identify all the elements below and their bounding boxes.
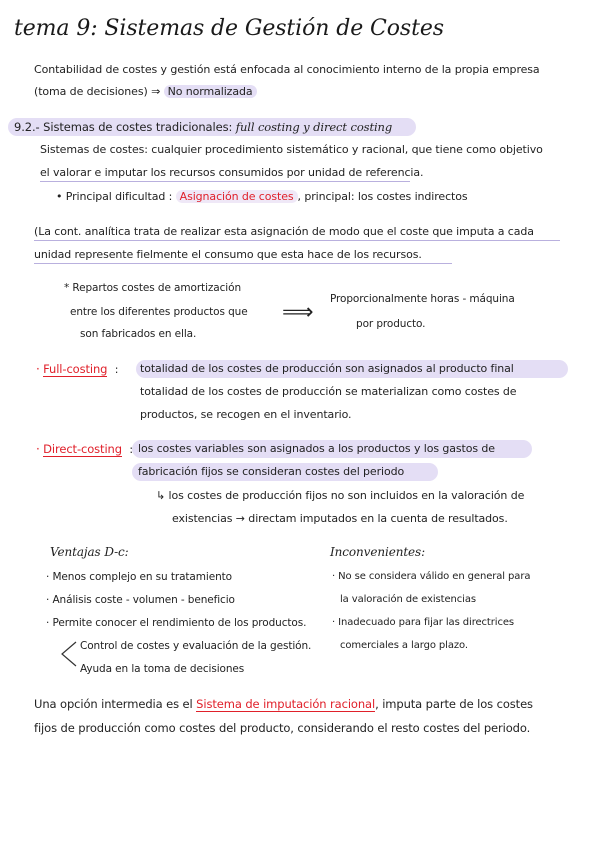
allocation-left-2: entre los diferentes productos que bbox=[70, 306, 248, 318]
full-costing-line-2: totalidad de los costes de producción se materializan como costes de bbox=[140, 385, 517, 398]
advantages-title: Ventajas D-c: bbox=[50, 545, 129, 559]
direct-costing-line-1: los costes variables son asignados a los productos y los gastos de bbox=[138, 442, 495, 455]
intro-line-1: Contabilidad de costes y gestión está enfocada al conocimiento interno de la propia empresa bbox=[34, 63, 540, 76]
full-costing-label: Full-costing bbox=[43, 362, 108, 376]
full-costing-line-3: productos, se recogen en el inventario. bbox=[140, 408, 352, 421]
advantage-item: · Menos complejo en su tratamiento bbox=[46, 571, 232, 583]
advantage-sub-item: Control de costes y evaluación de la gestión. bbox=[80, 640, 312, 652]
main-difficulty bbox=[56, 190, 468, 203]
disadvantages-title: Inconvenientes: bbox=[330, 545, 426, 559]
direct-costing-line-4: existencias → directam imputados en la cuenta de resultados. bbox=[172, 512, 508, 525]
section-heading-prefix: 9.2.- Sistemas de costes tradicionales: bbox=[14, 120, 233, 134]
direct-costing-label: Direct-costing bbox=[43, 442, 122, 456]
full-costing-colon: : bbox=[114, 363, 119, 376]
advantage-sub-item: Ayuda en la toma de decisiones bbox=[80, 663, 245, 675]
conclusion-prefix: Una opción intermedia es el bbox=[34, 697, 193, 711]
conclusion-suffix: , imputa parte de los costes bbox=[375, 697, 533, 711]
allocation-right-2: por producto. bbox=[356, 318, 426, 330]
allocation-right-1: Proporcionalmente horas - máquina bbox=[330, 293, 515, 305]
advantage-item: · Permite conocer el rendimiento de los productos. bbox=[46, 617, 307, 629]
conclusion-line-2: fijos de producción como costes del producto, considerando el resto costes del periodo. bbox=[34, 721, 531, 735]
definition-line-2: el valorar e imputar los recursos consumidos por unidad de referencia. bbox=[40, 166, 424, 179]
advantage-item: · Análisis coste - volumen - beneficio bbox=[46, 594, 235, 606]
section-heading bbox=[14, 120, 392, 134]
direct-costing-colon: : bbox=[129, 443, 133, 456]
branch-bracket-icon bbox=[58, 638, 80, 670]
main-difficulty-prefix: • Principal dificultad : bbox=[56, 190, 173, 203]
section-heading-methods: full costing y direct costing bbox=[235, 120, 393, 134]
page-title: tema 9: Sistemas de Gestión de Costes bbox=[14, 16, 444, 41]
analytic-underline-2 bbox=[34, 263, 452, 264]
direct-costing-line-3: ↳ los costes de producción fijos no son incluidos en la valoración de bbox=[156, 489, 525, 502]
allocation-left-3: son fabricados en ella. bbox=[80, 328, 197, 340]
full-costing-term: · Full-costing : bbox=[36, 362, 119, 376]
rational-imputation-term: Sistema de imputación racional bbox=[196, 697, 376, 711]
analytic-underline-1 bbox=[34, 240, 560, 241]
full-costing-line-1: totalidad de los costes de producción son asignados al producto final bbox=[140, 362, 514, 375]
analytic-line-2: unidad represente fielmente el consumo que esta hace de los recursos. bbox=[34, 248, 422, 261]
direct-costing-line-2: fabricación fijos se consideran costes del periodo bbox=[138, 465, 405, 478]
not-normalized-highlight: No normalizada bbox=[164, 85, 257, 98]
implies-arrow-icon: ⟹ bbox=[282, 300, 314, 325]
allocation-left-1: * Repartos costes de amortización bbox=[64, 282, 242, 294]
direct-costing-term: · Direct-costing : bbox=[36, 442, 133, 456]
intro-line-2 bbox=[34, 85, 257, 98]
analytic-line-1: (La cont. analítica trata de realizar esta asignación de modo que el coste que imputa a cada bbox=[34, 225, 534, 238]
disadvantage-item: · Inadecuado para fijar las directrices bbox=[332, 617, 515, 628]
disadvantage-item: la valoración de existencias bbox=[340, 594, 476, 605]
definition-underline bbox=[40, 181, 410, 182]
conclusion-line-1 bbox=[34, 697, 533, 711]
intro-line-2-prefix: (toma de decisiones) ⇒ bbox=[34, 85, 161, 98]
main-difficulty-suffix: , principal: los costes indirectos bbox=[297, 190, 468, 203]
definition-line-1: Sistemas de costes: cualquier procedimiento sistemático y racional, que tiene como objetivo bbox=[40, 143, 543, 156]
cost-allocation-term: Asignación de costes bbox=[176, 190, 298, 203]
disadvantage-item: · No se considera válido en general para bbox=[332, 571, 531, 582]
disadvantage-item: comerciales a largo plazo. bbox=[340, 640, 468, 651]
